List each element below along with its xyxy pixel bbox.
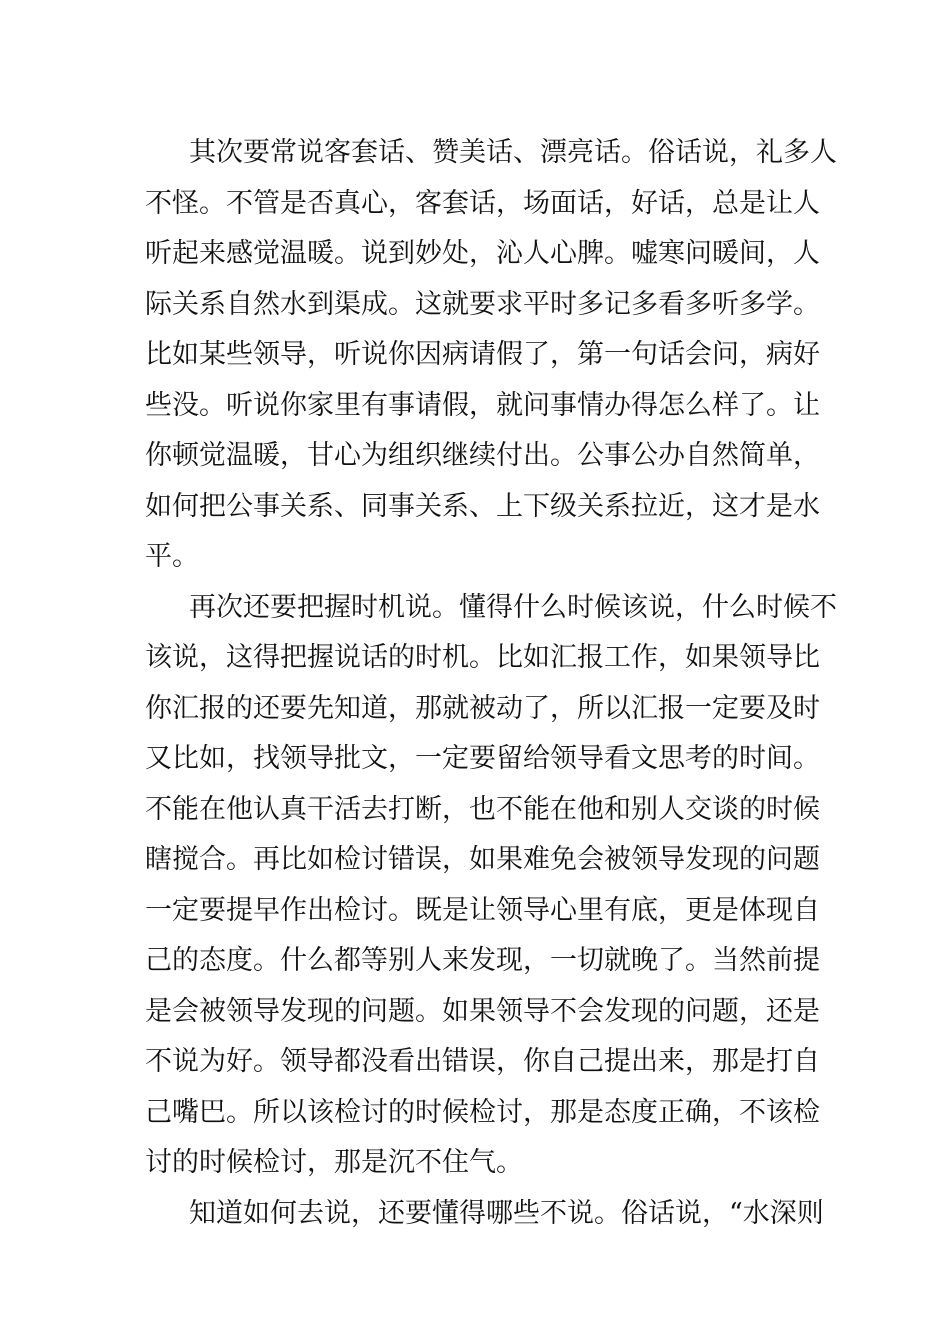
paragraph-line: 不怪。不管是否真心，客套话，场面话，好话，总是让人 [145,187,820,219]
paragraph-line: 听起来感觉温暖。说到妙处，沁人心脾。嘘寒问暖间，人 [145,238,820,269]
paragraph-line: 际关系自然水到渠成。这就要求平时多记多看多听多学。 [145,288,820,320]
paragraph-line: 你汇报的还要先知道，那就被动了，所以汇报一定要及时 [145,692,820,724]
paragraph-line: 瞎搅合。再比如检讨错误，如果难免会被领导发现的问题 [145,844,820,875]
paragraph-line: 比如某些领导，听说你因病请假了，第一句话会问，病好 [145,339,820,370]
paragraph-line: 不说为好。领导都没看出错误，你自己提出来，那是打自 [145,1046,820,1077]
paragraph-3 [145,1189,824,1240]
paragraph-line: 是会被领导发现的问题。如果领导不会发现的问题，还是 [145,995,820,1027]
paragraph-line: 己的态度。什么都等别人来发现，一切就晚了。当然前提 [145,945,820,976]
paragraph-line: 你顿觉温暖，甘心为组织继续付出。公事公办自然简单， [145,440,820,471]
paragraph-line: 知道如何去说，还要懂得哪些不说。俗话说，“水深则 [189,1197,824,1229]
paragraph-line: 该说，这得把握说话的时机。比如汇报工作，如果领导比 [145,642,820,673]
paragraph-line: 己嘴巴。所以该检讨的时候检讨，那是态度正确，不该检 [145,1096,820,1128]
document-body [145,128,837,1239]
paragraph-2 [145,583,837,1189]
paragraph-line: 不能在他认真干活去打断，也不能在他和别人交谈的时候 [145,793,820,825]
paragraph-line: 些没。听说你家里有事请假，就问事情办得怎么样了。让 [145,389,820,421]
paragraph-line: 又比如，找领导批文，一定要留给领导看文思考的时间。 [145,743,820,774]
paragraph-line: 讨的时候检讨，那是沉不住气。 [145,1147,523,1178]
paragraph-line: 平。 [145,541,199,572]
paragraph-line: 如何把公事关系、同事关系、上下级关系拉近，这才是水 [145,490,820,522]
paragraph-line: 一定要提早作出检讨。既是让领导心里有底，更是体现自 [145,894,820,926]
paragraph-1 [145,128,837,583]
paragraph-line: 再次还要把握时机说。懂得什么时候该说，什么时候不 [189,591,837,623]
paragraph-line: 其次要常说客套话、赞美话、漂亮话。俗话说，礼多人 [189,137,837,168]
